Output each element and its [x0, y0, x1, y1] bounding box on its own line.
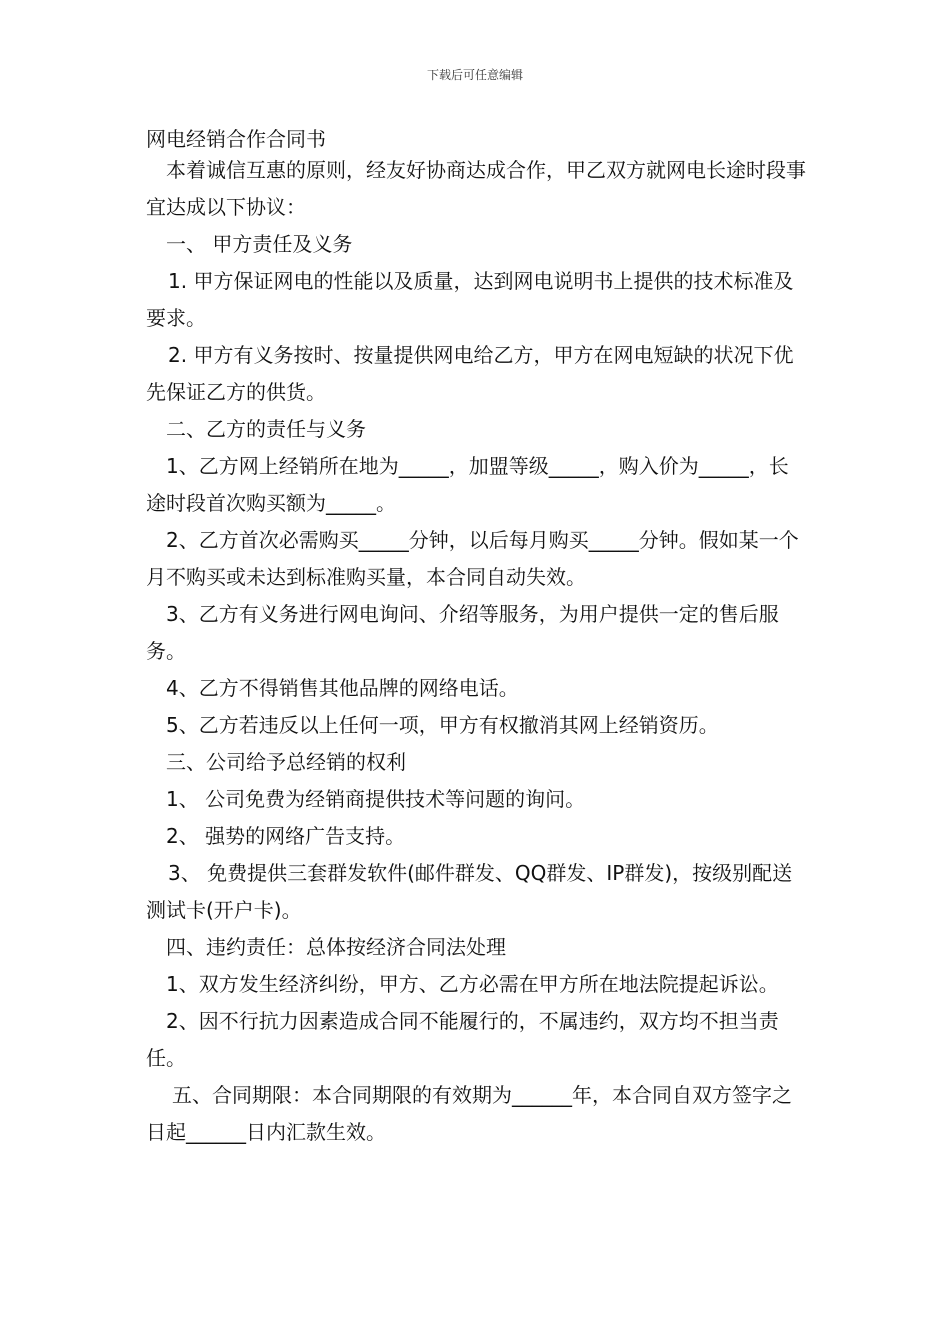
contract-paragraph: 3、 免费提供三套群发软件(邮件群发、QQ群发、IP群发)，按级别配送测试卡(开户卡)。 — [146, 861, 793, 922]
contract-paragraph: 本着诚信互惠的原则，经友好协商达成合作，甲乙双方就网电长途时段事宜达成以下协议： — [146, 158, 806, 219]
contract-paragraph: 1、乙方网上经销所在地为_____，加盟等级_____，购入价为_____，长途时段首次购买额为_____。 — [146, 454, 789, 515]
contract-paragraph: 3、乙方有义务进行网电询问、介绍等服务，为用户提供一定的售后服务。 — [146, 602, 779, 663]
contract-paragraph: 2、乙方首次必需购买_____分钟，以后每月购买_____分钟。假如某一个月不购买或未达到标准购买量，本合同自动失效。 — [146, 528, 799, 589]
contract-paragraph: 1、双方发生经济纠纷，甲方、乙方必需在甲方所在地法院提起诉讼。 — [166, 972, 779, 996]
contract-paragraph: 4、乙方不得销售其他品牌的网络电话。 — [166, 676, 519, 700]
header-note: 下载后可任意编辑 — [426, 68, 523, 82]
contract-paragraph: 五、合同期限：本合同期限的有效期为______年，本合同自双方签字之日起______日内汇款生效。 — [146, 1083, 792, 1144]
contract-paragraph: 1. 甲方保证网电的性能以及质量，达到网电说明书上提供的技术标准及要求。 — [146, 269, 794, 330]
document-body — [146, 152, 806, 1151]
contract-paragraph: 2、因不行抗力因素造成合同不能履行的，不属违约，双方均不担当责任。 — [146, 1009, 779, 1070]
contract-paragraph: 2. 甲方有义务按时、按量提供网电给乙方，甲方在网电短缺的状况下优先保证乙方的供货。 — [146, 343, 794, 404]
document-title: 网电经销合作合同书 — [146, 127, 326, 151]
contract-paragraph: 二、乙方的责任与义务 — [166, 417, 366, 441]
contract-paragraph: 三、公司给予总经销的权利 — [166, 750, 406, 774]
contract-paragraph: 5、乙方若违反以上任何一项，甲方有权撤消其网上经销资历。 — [166, 713, 719, 737]
contract-paragraph: 1、 公司免费为经销商提供技术等问题的询问。 — [166, 787, 586, 811]
contract-paragraph: 一、 甲方责任及义务 — [166, 232, 353, 256]
contract-paragraph: 2、 强势的网络广告支持。 — [166, 824, 406, 848]
contract-paragraph: 四、违约责任：总体按经济合同法处理 — [166, 935, 506, 959]
